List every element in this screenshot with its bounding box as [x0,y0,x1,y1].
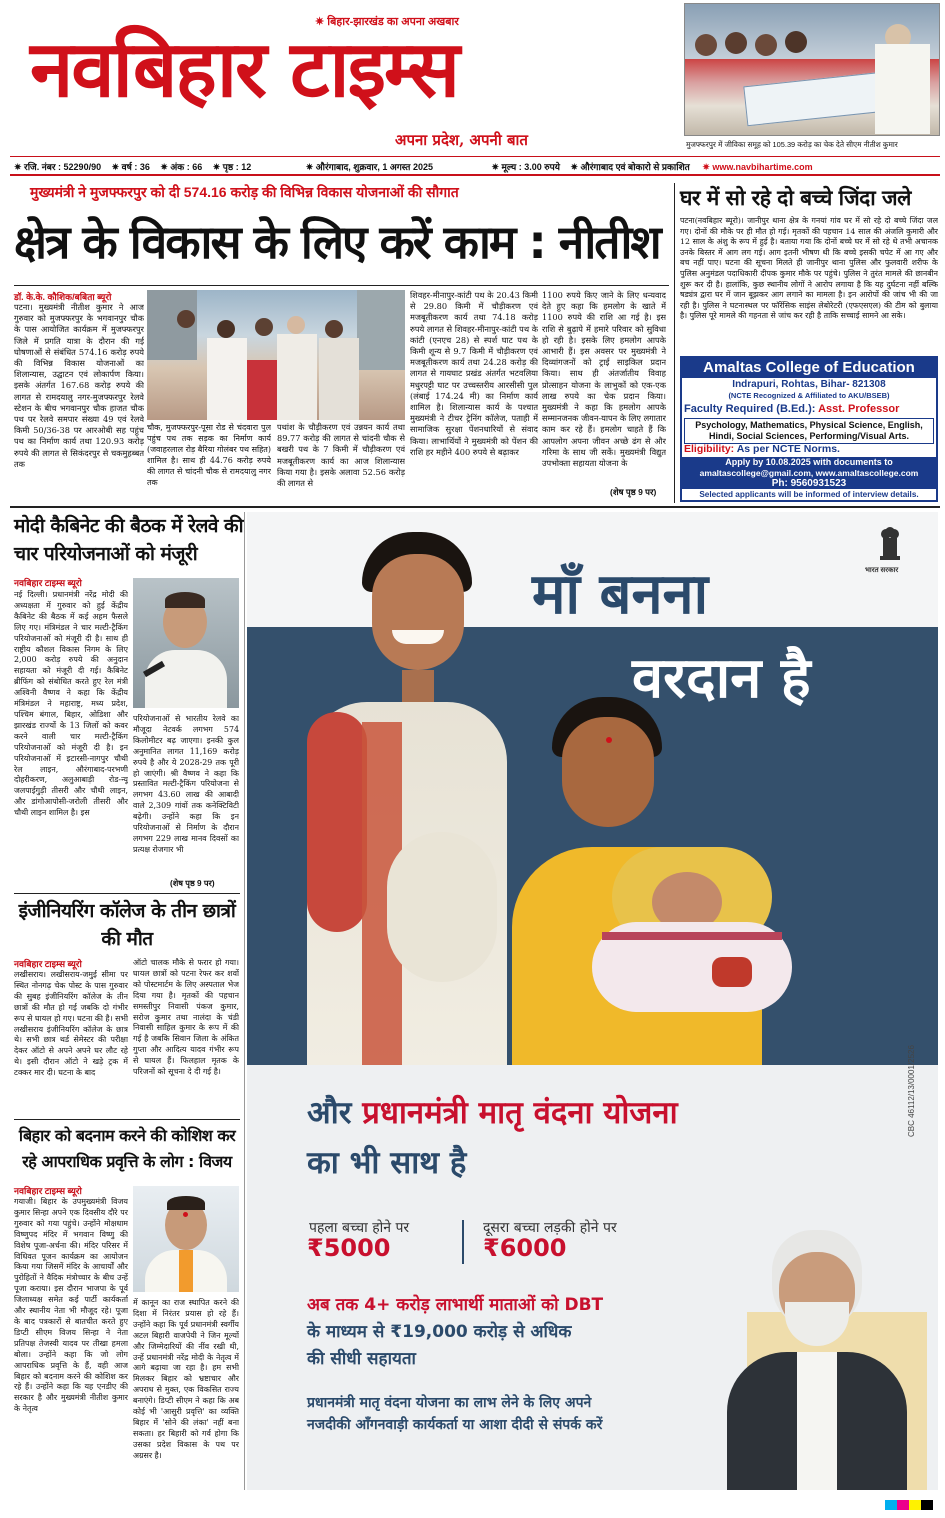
vijay-column-1: गयाजी। बिहार के उपमुख्यमंत्री विजय कुमार सिन्हा अपने एक दिवसीय दौरे पर गुरुवार को गया पहुंचे। उन्होंने मोक्षधाम विष्णुपद मंदिर में भगवान विष्णु की विशेष पूजा-अर्चना की। मंदिर परिसर में विधिवत पूजन कार्यक्रम का आयोजन किया गया जिसमें मंदिर के आचार्यों और पुरोहितों ने वैदिक मंत्रोच्चार के बीच उन्हें पूजा कराया। इस दौरान भाजपा के पूर्व जिलाध्यक्ष समेत कई पार्टी कार्यकर्ता और स्थानीय नेता भी मौजूद रहे। पूजा के बाद पत्रकारों से बातचीत करते हुए डिप्टी सीएम विजय सिन्हा ने नेता प्रतिपक्ष तेजस्वी यादव पर तीखा हमला बोला। उन्होंने कहा कि जो लोग आपराधिक प्रवृत्ति के हैं, वही आज बिहार को बदनाम करने की कोशिश कर रहे हैं। उन्होंने कहा कि यह एनडीए की सरकार है और मुख्यमंत्री नीतीश कुमार के नेतृत्व [14,1197,128,1414]
modi-headline: मोदी कैबिनेट की बैठक में रेलवे की चार परियोजनाओं को मंजूरी [14,515,244,565]
engineering-byline: नवबिहार टाइम्स ब्यूरो [14,959,82,969]
faculty-post: Asst. Professor [818,403,900,415]
national-emblem-icon [875,524,905,564]
vijay-byline: नवबिहार टाइम्स ब्यूरो [14,1186,82,1196]
first-child-amount: ₹5000 [307,1234,391,1262]
emblem-label: भारत सरकार [865,567,899,574]
scheme-prefix: और [307,1095,363,1131]
contact-line-2: नजदीकी आँगनवाड़ी कार्यकर्ता या आशा दीदी से संपर्क करें [307,1417,603,1433]
masthead-photo [684,3,940,136]
masthead [0,0,945,175]
modi-column-1: नई दिल्ली। प्रधानमंत्री नरेंद्र मोदी की अध्यक्षता में गुरुवार को हुई केंद्रीय कैबिनेट की बैठक में कई अहम फैसले लिए गए। मंत्रिमंडल ने चार मल्टी-ट्रैकिंग परियोजनाओं को मंजूरी दी है। साथ ही राष्ट्रीय कौशल विकास निगम के लिए 2,000 करोड़ रुपये की अनुदान सहायता को मंजूरी दी गई। कैबिनेट ब्रीफिंग को संबोधित करते हुए रेल मंत्री अश्विनी वैष्णव ने कहा कि केंद्रीय मंत्रिमंडल ने महाराष्ट्र, मध्य प्रदेश, पश्चिम बंगाल, बिहार, ओडिशा और झारखंड राज्यों के 13 जिलों को कवर करने वाली चार मल्टी-ट्रैकिंग परियोजनाओं को मंजूरी दी है। इन परियोजनाओं में इटारसी-नागपुर चौथी रेल लाइन, औरंगाबाद-परभणी दोहरीकरण, अलुआबाड़ी रोड-न्यू जलपाईगुड़ी तीसरी और चौथी लाइन, और डांगोआपोसी-जरोली तीसरी और चौथी लाइन शामिल है। इस [14,590,128,818]
side-story-text: पटना(नवबिहार ब्यूरो)। जानीपुर थाना क्षेत्र के गनयां गांव घर में सो रहे दो बच्चे जिंदा जल गए। दोनों की मौके पर ही मौत हो गई। मृतकों की पहचान 14 साल की अंजलि कुमारी और 12 साल के अंशु के रूप में हुई है। बताया गया कि दोनों बच्चे घर में सो रहे थे तभी अचानक उनके बिस्तर में आग लग गई। आग इतनी भीषण थी कि बच्चे इसकी चपेट में आ गए और बच नहीं पाए। घटना की सूचना मिलते ही जानीपुर थाना पुलिस और फुलवारी शरीफ के पुलिस अनुमंडल पदाधिकारी दीपक कुमार मौके पर पहुंचे। पुलिस ने तुरंत मामले की छानबीन शुरू कर दी है। हालांकि, कुछ स्थानीय लोगों ने आरोप लगाया है कि यह दुर्घटना नहीं बल्कि षड्यंत्र द्वारा घर में जान बूझकर आग लगाने का मामला है। इन आरोपों की जांच भी की जा रही है। पुलिस ने घटनास्थल पर फॉरेंसिक साइंस लेबोरेटरी (एफएसएल) की टीम को बुलाया है। पुलिस पूरे मामले की गहनता से जांच कर रही है ताकि सच्चाई सामने आ सके। [680,216,938,321]
masthead-slogan: अपना प्रदेश, अपनी बात [395,131,528,149]
reg-number: ✷ रजि. नंबर : 52290/90 [14,162,102,172]
side-headline: घर में सो रहे दो बच्चे जिंदा जले [680,186,911,210]
apply-info [682,457,936,489]
vijay-column-2: में कानून का राज स्थापित करने की दिशा में निरंतर प्रयास हो रहे हैं। उन्होंने कहा कि पूर्व प्रधानमंत्री स्वर्गीय अटल बिहारी वाजपेयी ने जिन मूल्यों और जिम्मेदारियों की नींव रखी थी, उन्हें प्रधानमंत्री नरेंद्र मोदी के नेतृत्व में आगे बढ़ाया जा रहा है। हम सभी मिलकर बिहार को भ्रष्टाचार और अपराध से मुक्त, एक विकसित राज्य बनाएंगे। डिप्टी सीएम ने कहा कि अब कोई भी 'आसुरी प्रवृत्ति' का व्यक्ति बिहार में 'सोने की लंका' नहीं बना सकता। हर बिहारी को गर्व होगा कि उसका प्रदेश विकास के पथ पर अग्रसर है। [133,1298,239,1460]
second-child-amount: ₹6000 [483,1234,567,1262]
ad-headline-line1: माँ बनना [532,562,709,627]
college-ad [680,356,938,502]
modi-story-photo [133,578,239,708]
beneficiaries-line-1: अब तक 4+ करोड़ लाभार्थी माताओं को DBT [307,1295,604,1315]
eligibility-value: As per NCTE Norms. [736,443,840,455]
ad-code: CBC 46112/13/0001/2526 [907,1045,916,1137]
modi-byline: नवबिहार टाइम्स ब्यूरो [14,578,82,588]
lead-continued[interactable]: (शेष पृष्ठ 9 पर) [610,487,657,497]
price: ✷ मूल्य : 3.00 रुपये [491,162,560,172]
issue-number: ✷ अंक : 66 [160,162,203,172]
lead-photo-caption: चौक, मुजफ्फरपुर-पूसा रोड से चंदवारा पुल पहुंच पथ तक सड़क का निर्माण कार्य (जवाहरलाल रोड़ बैरिया गोलंबर पथ सहित) शामिल है। साथ ही 44.76 करोड़ रुपये की लागत से चांदनी चौक से रामदयालु नगर तक [147,423,271,487]
dateline: ✷ औरंगाबाद, शुक्रवार, 1 अगस्त 2025 [305,162,433,172]
vijay-headline: बिहार को बदनाम करने की कोशिश कर रहे आपराधिक प्रवृत्ति के लोग : विजय [18,1126,236,1171]
lead-kicker: मुख्यमंत्री ने मुजफ्फरपुर को दी 574.16 करोड़ की विभिन्न विकास योजनाओं की सौगात [30,184,459,200]
apply-phone[interactable]: Ph: 9560931523 [771,477,847,489]
modi-column-2: परियोजनाओं से भारतीय रेलवे का मौजूदा नेटवर्क लगभग 574 किलोमीटर बढ़ जाएगा। इनकी कुल अनुमानित लागत 11,169 करोड़ रुपये है और ये 2028-29 तक पूरी हो जाएंगी। श्री वैष्णव ने कहा कि प्रस्तावित मल्टी-ट्रैकिंग परियोजना से लगभग 43.60 लाख की आबादी वाले 2,309 गांवों तक कनेक्टिविटी बढ़ेगी। उन्होंने कहा कि इन परियोजनाओं से निर्माण के दौरान लगभग 229 लाख मानव दिवसों का प्रत्यक्ष रोजगार भी [133,714,239,854]
editions: ✷ औरंगाबाद एवं बोकारो से प्रकाशित [570,162,690,172]
apply-emails[interactable]: amaltascollege@gmail.com, www.amaltascollege.com [699,467,919,478]
ad-headline-line2: वरदान है [632,646,811,711]
pm-portrait-image [707,1212,938,1490]
faculty-label: Faculty Required (B.Ed.): [684,403,816,415]
masthead-tagline: ✷ बिहार-झारखंड का अपना अखबार [315,16,459,28]
engineering-column-1: लखीसराय। लखीसराय-जमुई सीमा पर स्थित नोनगढ़ चेक पोस्ट के पास गुरुवार की सुबह इंजीनियरिंग कॉलेज के तीन छात्रों की मौत हो गई जबकि दो गंभीर रूप से घायल हो गए। घटना की है। सभी लखीसराय इंजीनियरिंग कॉलेज के छात्र थे। सभी छात्र थर्ड सेमेस्टर की परीक्षा देकर ऑटो से अपने अपने घर लौट रहे थे। इसी दौरान ऑटो ने खड़े ट्रक में टक्कर मार दी। घटना के बाद [14,970,128,1078]
college-name: Amaltas College of Education [682,358,936,378]
lead-column-5: 1100 रुपये किए जाने के लिए धन्यवाद देते हुए कहा कि हमलोग के खाते में 1100 रुपये की राशि आ गई है। इस राशि से बुढ़ापे में हमारे परिवार को सुविधा हो रही है। इसके लिए हमलोग आपके आभारी हैं। इस अवसर पर मुख्यमंत्री ने दिव्यांगजनों को ट्राई साइकिल प्रदान किया। साथ ही अंतर्जातीय विवाह प्रोत्साहन योजना के लाभुकों को एक-एक लाख रुपये का चेक प्रदान किया। मुख्यमंत्री ने कहा कि हमलोग आपके सम्मानजनक जीवन-यापन के लिए लगातार काम कर रहे हैं। हमलोग चाहते हैं कि आपलोग अपना जीवन अच्छे ढंग से और गरिमा के साथ जी सकें। मुख्यमंत्री विद्युत उपभोक्ता सहायता योजना के [542,290,666,469]
vijay-story-photo [133,1186,239,1292]
modi-continued[interactable]: (शेष पृष्ठ 9 पर) [170,879,215,888]
page-count: ✷ पृष्ठ : 12 [212,162,252,172]
lead-column-4: शिवहर-मीनापुर-कांटी पथ के 20.43 किमी से 29.80 किमी में चौड़ीकरण एवं मजबूतीकरण कार्य तथा 74.18 करोड़ रुपये लागत से शिवहर-मीनापुर-कांटी पथ के कांटी (एनएच 28) से स्पर्श घाट पथ के किमी शून्य से 9.7 किमी में चौड़ीकरण एवं मजबूतीकरण कार्य तथा 24.28 करोड़ की लागत से गायघाट प्रखंड अंतर्गत भटवलिया मधुरपट्टी घाट पर उच्चस्तरीय आरसीसी पुल (लंबाई 174.24 मी) का निर्माण कार्य शामिल है। शिलान्यास कार्य के पश्चात मुख्यमंत्री ने टीचर ट्रेनिंग कॉलेज, पताही में सामाजिक सुरक्षा पेंशनधारियों से संवाद किया। लाभार्थियों ने मुख्यमंत्री को पेंशन की राशि हर महीने 400 रुपये से बढ़ाकर [410,290,538,457]
scheme-name: प्रधानमंत्री मातृ वंदना योजना [362,1095,678,1131]
lead-column-3: पथांश के चौड़ीकरण एवं उन्नयन कार्य तथा 89.77 करोड़ की लागत से चांदनी चौक से बखरी पथ के 7 किमी में चौड़ीकरण एवं मजबूतीकरण कार्य का आज शिलान्यास किया गया है। इसके अलावा 52.56 करोड़ की लागत से [277,422,405,489]
ad-pregnant-woman-image [267,532,527,1065]
newspaper-title: नवबिहार टाइम्स [30,25,458,115]
website-link[interactable]: ✷ www.navbihartime.com [702,162,813,172]
engineering-headline: इंजीनियरिंग कॉलेज के तीन छात्रों की मौत [18,900,236,950]
scheme-suffix: का भी साथ है [307,1145,467,1181]
lead-photo [147,290,405,420]
maternity-scheme-ad [247,512,938,1490]
print-color-marks [885,1500,933,1510]
contact-line-1: प्रधानमंत्री मातृ वंदना योजना का लाभ लेने के लिए अपने [307,1395,592,1411]
eligibility-label: Eligibility: [684,443,735,455]
beneficiaries-line-2: के माध्यम से ₹19,000 करोड़ से अधिक [307,1322,572,1342]
apply-deadline: Apply by 10.08.2025 with documents to [725,457,893,467]
ad-mother-baby-image [502,697,832,1065]
lead-column-1: पटना। मुख्यमंत्री नीतीश कुमार ने आज गुरुवार को मुजफ्फरपुर के भगवानपुर चौक के पास आयोजित कार्यक्रम में मुजफ्फरपुर जिले में प्रगति यात्रा के दौरान की गई घोषणाओं से संबंधित 574.16 करोड़ रुपये की विभिन्न विकास योजनाओं का शिलान्यास, उद्घाटन एवं लोकार्पण किया। इसके अंतर्गत 167.68 करोड़ रुपये की लागत से रामदयालु नगर-मुजफ्फरपुर रेलवे स्टेशन के बीच भगवानपुर चौक हाजत चौक पथ पर रेलवे समपार संख्या 49 एवं रेलवे किमी 50/36-38 पर आरओबी सह पहुंच पथ का निर्माण कार्य तथा 120.93 करोड़ रुपये की लागत से सिकंदरपुर से चकमुहब्बत तक [14,302,144,469]
year: ✷ वर्ष : 36 [111,162,150,172]
beneficiaries-line-3: की सीधी सहायता [307,1349,416,1369]
first-child-label: पहला बच्चा होने पर [309,1220,410,1236]
second-child-label: दूसरा बच्चा लड़की होने पर [483,1220,617,1236]
masthead-photo-caption: मुजफ्फरपुर में जीविका समूह को 105.39 करोड़ का चेक देते सीएम नीतीश कुमार [686,140,898,149]
lead-headline: क्षेत्र के विकास के लिए करें काम : नीतीश [14,215,660,269]
faculty-subjects: Psychology, Mathematics, Physical Science, English, Hindi, Social Sciences, Performing/Visual Arts. [684,418,934,444]
college-recognition: (NCTE Recognized & Affiliated to AKU/BSEB) [728,391,890,400]
college-address: Indrapuri, Rohtas, Bihar- 821308 [732,379,886,390]
engineering-column-2: ऑटो चालक मौके से फरार हो गया। घायल छात्रों को पटना रेफर कर शवों को पोस्टमार्टम के लिए अस्पताल भेज दिया गया है। मृतकों की पहचान समस्तीपुर निवासी पंकज कुमार, सरोज कुमार तथा नालंदा के चंडी निवासी साहिल कुमार के रूप में की गई है जबकि सिवान जिला के अंकित गुप्ता और आदित्य यादव गंभीर रूप से घायल हैं। फिलहाल मृतक के परिजनों को सूचना दे दी गई है। [133,958,239,1077]
selection-note: Selected applicants will be informed of interview details. [699,490,919,499]
lead-byline: डॉ. के.के. कौशिक/बबिता ब्यूरो [14,292,112,302]
